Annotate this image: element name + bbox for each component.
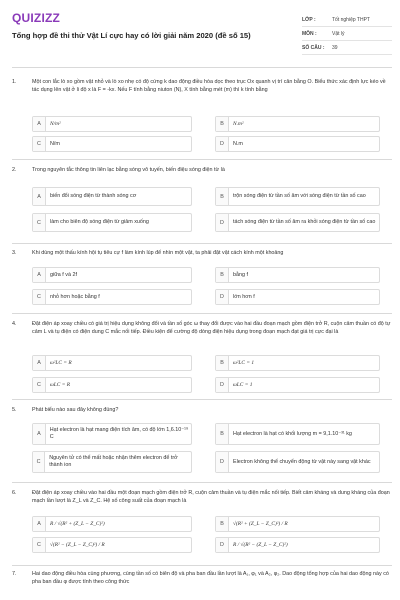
option-letter: B bbox=[216, 117, 229, 131]
option-letter: D bbox=[216, 290, 229, 304]
option-c[interactable] bbox=[32, 136, 192, 152]
option-text: trộn sóng điện từ tần số âm với sóng điện từ tần số cao bbox=[233, 193, 366, 199]
option-text: N.m bbox=[233, 140, 243, 147]
divider bbox=[12, 313, 392, 314]
question-number: 3. bbox=[12, 250, 17, 256]
option-text: làm cho biên độ sóng điện từ giảm xuống bbox=[50, 219, 149, 225]
option-text: ωLC = R bbox=[50, 381, 71, 388]
question-number: 4. bbox=[12, 321, 17, 327]
option-text: N/m bbox=[50, 140, 60, 147]
divider bbox=[12, 482, 392, 483]
option-b[interactable] bbox=[215, 116, 380, 132]
meta-value: Tốt nghiệp THPT bbox=[332, 16, 370, 23]
divider bbox=[12, 243, 392, 244]
question-7 bbox=[12, 571, 392, 597]
option-letter: B bbox=[216, 424, 229, 444]
option-d[interactable] bbox=[215, 213, 380, 232]
option-letter: B bbox=[216, 188, 229, 205]
option-c[interactable] bbox=[32, 289, 192, 305]
question-3 bbox=[12, 250, 392, 312]
option-text: √(R² + (Z_L − Z_C)²) / R bbox=[233, 520, 288, 527]
option-letter: B bbox=[216, 517, 229, 531]
option-a[interactable] bbox=[32, 267, 192, 283]
option-letter: C bbox=[33, 538, 46, 552]
question-text: Phát biểu nào sau đây không đúng? bbox=[32, 407, 119, 413]
divider bbox=[12, 67, 392, 68]
option-c[interactable] bbox=[32, 537, 192, 553]
option-letter: D bbox=[216, 452, 229, 472]
option-b[interactable] bbox=[215, 423, 380, 445]
option-letter: C bbox=[33, 137, 46, 151]
option-letter: C bbox=[33, 290, 46, 304]
question-1 bbox=[12, 79, 392, 159]
meta-key: MÔN : bbox=[302, 30, 317, 37]
option-d[interactable] bbox=[215, 136, 380, 152]
option-letter: A bbox=[33, 268, 46, 282]
question-text: Khi dùng một thấu kính hội tụ tiêu cự f làm kính lúp để nhìn một vật, ta phải đặt vật cách kính một khoảng bbox=[32, 250, 284, 256]
meta-value: 39 bbox=[332, 44, 338, 51]
meta-row-subject bbox=[302, 27, 392, 41]
option-text: √(R² − (Z_L − Z_C)²) / R bbox=[50, 541, 105, 548]
option-c[interactable] bbox=[32, 451, 192, 473]
question-text: Trong nguyên tắc thông tin liên lạc bằng sóng vô tuyến, biến điệu sóng điện từ là bbox=[32, 167, 225, 173]
option-d[interactable] bbox=[215, 537, 380, 553]
option-text: N.m² bbox=[233, 120, 244, 127]
option-text: Hạt electron là hạt có khối lượng m = 9,1.10⁻³¹ kg bbox=[233, 430, 352, 437]
option-letter: C bbox=[33, 452, 45, 472]
meta-panel bbox=[302, 13, 392, 55]
option-text: ω²LC = 1 bbox=[233, 359, 255, 366]
option-a[interactable] bbox=[32, 187, 192, 206]
option-letter: A bbox=[33, 424, 46, 444]
divider bbox=[12, 399, 392, 400]
option-text: bằng f bbox=[233, 271, 248, 278]
question-number: 2. bbox=[12, 167, 17, 173]
option-letter: B bbox=[216, 356, 229, 370]
option-letter: D bbox=[216, 538, 229, 552]
option-letter: A bbox=[33, 356, 46, 370]
option-text: Hạt electron là hạt mang điện tích âm, có độ lớn 1,6.10⁻¹⁹ C bbox=[49, 427, 189, 440]
option-b[interactable] bbox=[215, 187, 380, 206]
divider bbox=[12, 565, 392, 566]
question-number: 6. bbox=[12, 490, 17, 496]
option-text: R / √(R² − (Z_L − Z_C)²) bbox=[233, 541, 288, 548]
quizizz-logo: QUIZIZZ bbox=[12, 11, 61, 25]
question-number: 7. bbox=[12, 571, 17, 577]
meta-key: LỚP : bbox=[302, 16, 316, 23]
option-letter: D bbox=[216, 378, 229, 392]
option-text: ωLC = 1 bbox=[233, 381, 253, 388]
meta-row-class bbox=[302, 13, 392, 27]
meta-value: Vật lý bbox=[332, 30, 345, 37]
option-b[interactable] bbox=[215, 267, 380, 283]
divider bbox=[12, 159, 392, 160]
option-letter: A bbox=[33, 117, 46, 131]
question-text: Đặt điện áp xoay chiều có giá trị hiệu dụng không đổi và tần số góc ω thay đổi được vào hai đầu đoạn mạch gồm điện trở R, cuộn cảm thuần có độ tự cảm L và tụ điện có điện dung C mắc nối tiếp. Điều kiện để cường độ dòng điện hiệu dụng trong đoạn mạch đạt giá trị cực đại là bbox=[32, 321, 391, 335]
option-d[interactable] bbox=[215, 377, 380, 393]
question-5 bbox=[12, 407, 392, 483]
question-2 bbox=[12, 167, 392, 247]
option-letter: C bbox=[33, 378, 46, 392]
question-number: 5. bbox=[12, 407, 17, 413]
option-a[interactable] bbox=[32, 355, 192, 371]
option-text: giữa f và 2f bbox=[50, 271, 77, 278]
option-c[interactable] bbox=[32, 213, 192, 232]
question-number: 1. bbox=[12, 79, 17, 85]
option-letter: D bbox=[216, 137, 229, 151]
option-text: lớn hơn f bbox=[233, 293, 255, 300]
option-a[interactable] bbox=[32, 116, 192, 132]
option-letter: A bbox=[33, 188, 46, 205]
option-letter: A bbox=[33, 517, 46, 531]
option-text: Nguyên tử có thể mất hoặc nhận thêm electron để trở thành ion bbox=[49, 455, 178, 468]
option-text: Electron không thể chuyển động từ vật này sang vật khác bbox=[233, 458, 371, 465]
option-d[interactable] bbox=[215, 289, 380, 305]
question-6 bbox=[12, 490, 392, 562]
option-letter: B bbox=[216, 268, 229, 282]
meta-key: SỐ CÂU : bbox=[302, 44, 325, 51]
option-a[interactable] bbox=[32, 423, 192, 445]
option-c[interactable] bbox=[32, 377, 192, 393]
option-text: biến đổi sóng điện từ thành sóng cơ bbox=[50, 193, 137, 199]
option-letter: D bbox=[216, 214, 229, 231]
question-4 bbox=[12, 321, 392, 399]
option-text: ω²LC = R bbox=[50, 359, 72, 366]
question-text: Đặt điện áp xoay chiều vào hai đầu một đoạn mạch gồm điện trở R, cuộn cảm thuần và tụ điện mắc nối tiếp. Biết cảm kháng và dung kháng của đoạn mạch lần lượt là Z_L và Z_C. Hệ số công suất của đoạn mạch là bbox=[32, 490, 390, 504]
question-text: Một con lắc lò xo gồm vật nhỏ và lò xo nhẹ có độ cứng k dao động điều hòa dọc theo trục Ox quanh vị trí cân bằng O. Biểu thức xác định lực kéo về tác dụng lên vật ở li độ x là F = -kx. Nếu F tính bằng niuton (N), X tính bằng mét (m) thì k tính bằng bbox=[32, 79, 386, 93]
option-text: tách sóng điện từ tần số âm ra khỏi sóng điện từ tần số cao bbox=[233, 219, 376, 225]
option-a[interactable] bbox=[32, 516, 192, 532]
question-text: Hai dao động điều hòa cùng phương, cùng tần số có biên độ và pha ban đầu lần lượt là A₁, φ₁ và A₂, φ₂. Dao động tổng hợp của hai dao động này có pha ban đầu φ được tính theo công thức bbox=[32, 571, 389, 585]
option-letter: C bbox=[33, 214, 46, 231]
meta-row-count bbox=[302, 41, 392, 55]
option-text: R / √(R² + (Z_L − Z_C)²) bbox=[50, 520, 105, 527]
option-text: N/m² bbox=[50, 120, 61, 127]
document-title: Tổng hợp đề thi thử Vật Lí cực hay có lời giải năm 2020 (đề số 15) bbox=[12, 31, 251, 40]
option-b[interactable] bbox=[215, 516, 380, 532]
option-d[interactable] bbox=[215, 451, 380, 473]
option-b[interactable] bbox=[215, 355, 380, 371]
option-text: nhỏ hơn hoặc bằng f bbox=[50, 293, 100, 300]
